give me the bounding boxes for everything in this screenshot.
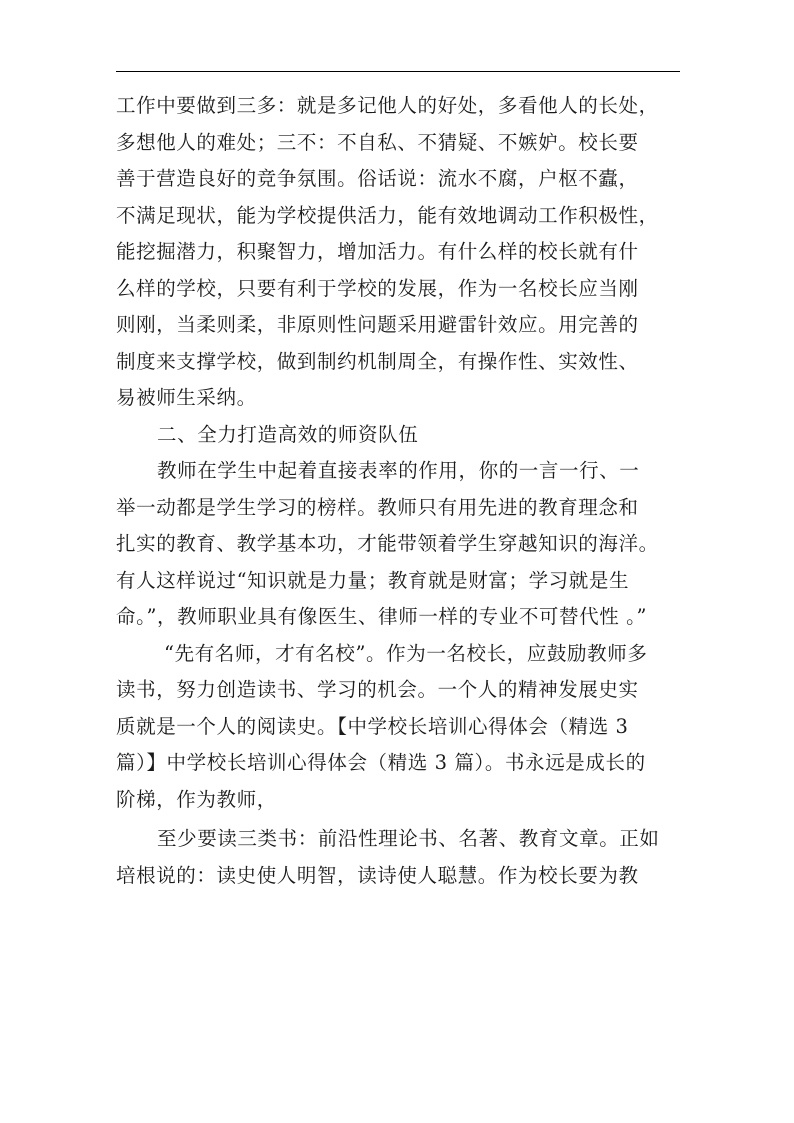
body-line: 么样的学校，只要有利于学校的发展，作为一名校长应当刚 bbox=[116, 276, 639, 300]
body-line: 质就是一个人的阅读史。【中学校长培训心得体会（精选 3 bbox=[116, 714, 629, 738]
body-line: 易被师生采纳。 bbox=[116, 386, 257, 409]
body-line: 扎实的教育、教学基本功，才能带领着学生穿越知识的海洋。 bbox=[116, 532, 659, 555]
body-line: 多想他人的难处；三不：不自私、不猜疑、不嫉妒。校长要 bbox=[116, 130, 639, 154]
header-rule bbox=[116, 71, 680, 72]
body-line: 读书，努力创造读书、学习的机会。一个人的精神发展史实 bbox=[116, 678, 639, 701]
document-body bbox=[116, 88, 682, 894]
body-line: 善于营造良好的竞争氛围。俗话说：流水不腐，户枢不蠹， bbox=[116, 167, 639, 190]
body-line: 不满足现状，能为学校提供活力，能有效地调动工作积极性， bbox=[116, 203, 659, 227]
body-line: 培根说的：读史使人明智，读诗使人聪慧。作为校长要为教 bbox=[116, 863, 639, 887]
body-line: 举一动都是学生学习的榜样。教师只有用先进的教育理念和 bbox=[116, 495, 639, 519]
body-line: 篇）】中学校长培训心得体会（精选 3 篇）。书永远是成长的 bbox=[116, 751, 646, 774]
body-line: 工作中要做到三多：就是多记他人的好处，多看他人的长处， bbox=[116, 94, 659, 117]
body-line: 阶梯，作为教师， bbox=[116, 787, 277, 811]
body-line: 能挖掘潜力，积聚智力，增加活力。有什么样的校长就有什 bbox=[116, 240, 639, 263]
section-heading: 二、全力打造高效的师资队伍 bbox=[157, 422, 419, 446]
paragraph-first-line: 教师在学生中起着直接表率的作用，你的一言一行、一 bbox=[157, 459, 640, 482]
paragraph-first-line: “先有名师，才有名校”。作为一名校长，应鼓励教师多 bbox=[164, 641, 648, 665]
body-line: 有人这样说过“知识就是力量；教育就是财富；学习就是生 bbox=[116, 568, 630, 592]
body-line: 命。”，教师职业具有像医生、律师一样的专业不可替代性 。” bbox=[116, 605, 648, 628]
body-line: 制度来支撑学校，做到制约机制周全，有操作性、实效性、 bbox=[116, 349, 639, 373]
body-line: 则刚，当柔则柔，非原则性问题采用避雷针效应。用完善的 bbox=[116, 313, 639, 336]
paragraph-first-line: 至少要读三类书：前沿性理论书、名著、教育文章。正如 bbox=[157, 827, 660, 850]
